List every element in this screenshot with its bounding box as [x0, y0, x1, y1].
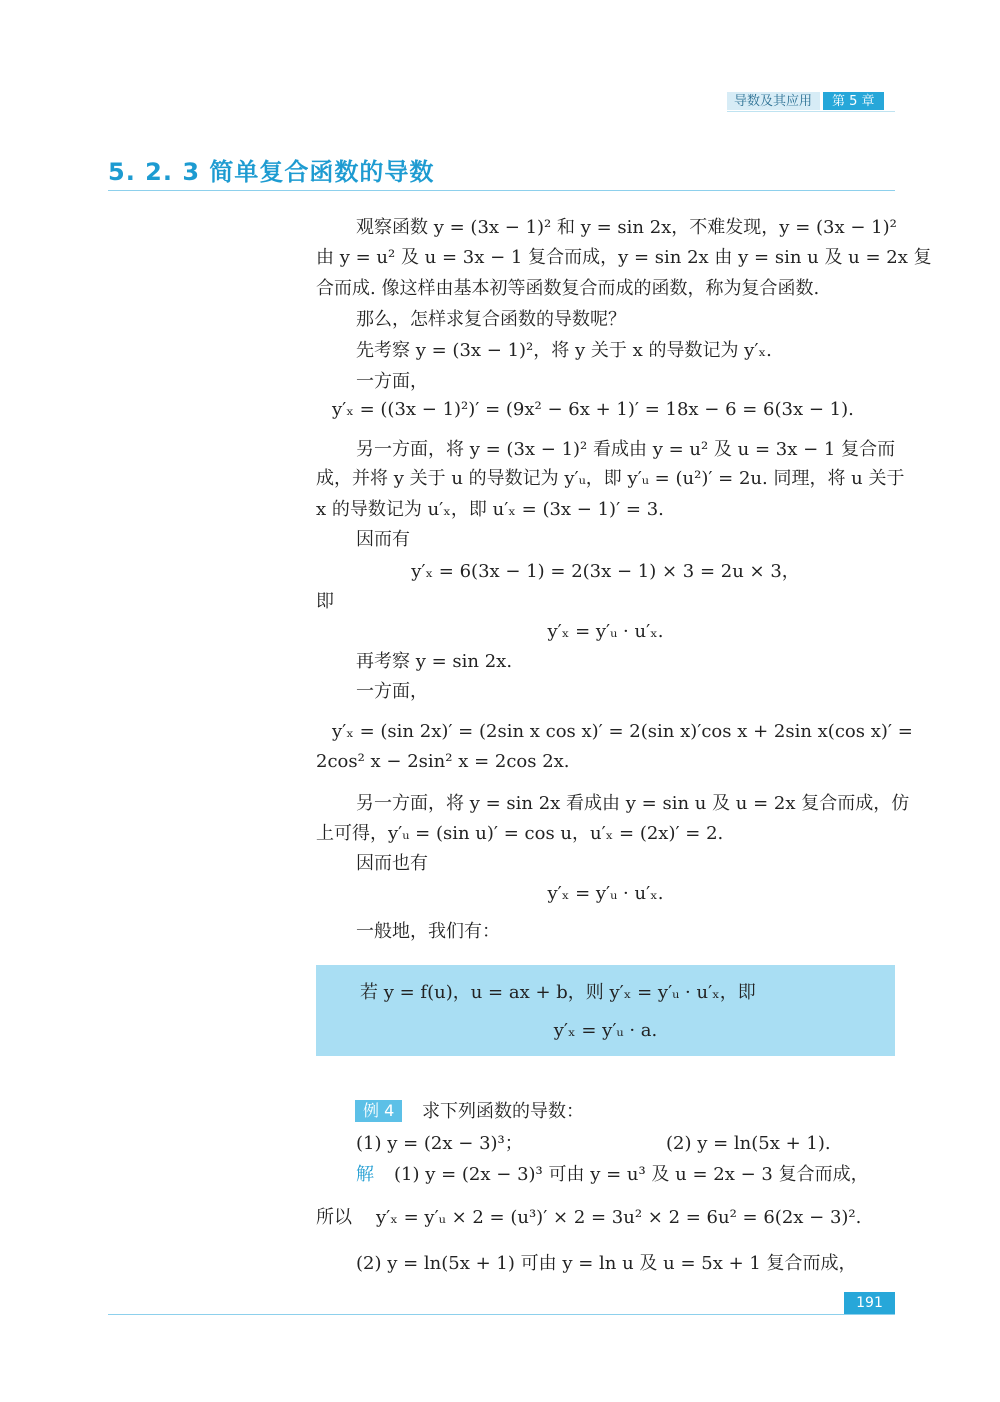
- equation: 2cos² x − 2sin² x = 2cos 2x.: [316, 751, 570, 772]
- paragraph-line: 一方面，: [356, 371, 428, 392]
- paragraph-line: 因而也有: [356, 853, 428, 874]
- paragraph-line: 由 y = u² 及 u = 3x − 1 复合而成，y = sin 2x 由 y = sin u 及 u = 2x 复: [316, 247, 932, 268]
- footer-rule: [108, 1314, 895, 1315]
- equation: y′ₓ = ((3x − 1)²)′ = (9x² − 6x + 1)′ = 18x − 6 = 6(3x − 1).: [332, 399, 854, 420]
- paragraph-line: 成，并将 y 关于 u 的导数记为 y′ᵤ，即 y′ᵤ = (u²)′ = 2u. 同理，将 u 关于: [316, 468, 905, 489]
- paragraph-line: x 的导数记为 u′ₓ，即 u′ₓ = (3x − 1)′ = 3.: [316, 499, 664, 520]
- paragraph-line: 另一方面，将 y = sin 2x 看成由 y = sin u 及 u = 2x 复合而成，仿: [356, 793, 910, 814]
- solution-label: 解: [356, 1164, 374, 1185]
- paragraph-line: 另一方面，将 y = (3x − 1)² 看成由 y = u² 及 u = 3x − 1 复合而: [356, 439, 896, 460]
- header-rule: [727, 111, 895, 112]
- paragraph-line: 上可得，y′ᵤ = (sin u)′ = cos u，u′ₓ = (2x)′ = 2.: [316, 823, 724, 844]
- example-question: (2) y = ln(5x + 1).: [666, 1133, 831, 1154]
- example-badge: 例 4: [355, 1100, 402, 1122]
- paragraph-line: 观察函数 y = (3x − 1)² 和 y = sin 2x，不难发现，y = (3x − 1)²: [356, 217, 897, 238]
- equation: y′ₓ = y′ᵤ · u′ₓ.: [547, 883, 664, 904]
- paragraph-line: 一般地，我们有：: [356, 921, 500, 942]
- rule-formula: y′ₓ = y′ᵤ · a.: [553, 1020, 658, 1041]
- rule-box: [316, 965, 895, 1056]
- section-rule: [108, 190, 895, 191]
- paragraph-line: 即: [316, 591, 334, 612]
- paragraph-line: 再考察 y = sin 2x.: [356, 651, 513, 672]
- example-question: (1) y = (2x − 3)³；: [356, 1133, 523, 1154]
- equation: y′ₓ = (sin 2x)′ = (2sin x cos x)′ = 2(sin x)′cos x + 2sin x(cos x)′ =: [332, 721, 913, 742]
- solution-line: (2) y = ln(5x + 1) 可由 y = ln u 及 u = 5x + 1 复合而成，: [356, 1253, 857, 1274]
- page-number: 191: [844, 1292, 895, 1314]
- equation: y′ₓ = y′ᵤ · u′ₓ.: [547, 621, 664, 642]
- solution-equation: y′ₓ = y′ᵤ × 2 = (u³)′ × 2 = 3u² × 2 = 6u² = 6(2x − 3)².: [376, 1207, 862, 1228]
- paragraph-line: 先考察 y = (3x − 1)²，将 y 关于 x 的导数记为 y′ₓ.: [356, 340, 772, 361]
- example-prompt: 求下列函数的导数：: [422, 1101, 584, 1122]
- equation: y′ₓ = 6(3x − 1) = 2(3x − 1) × 3 = 2u × 3，: [411, 561, 800, 582]
- paragraph-line: 那么，怎样求复合函数的导数呢？: [356, 309, 626, 330]
- solution-label-so: 所以: [316, 1207, 352, 1228]
- running-header: [727, 92, 884, 110]
- paragraph-line: 一方面，: [356, 681, 428, 702]
- header-chapter: 第 5 章: [823, 92, 884, 110]
- paragraph-line: 因而有: [356, 529, 410, 550]
- section-title: 5. 2. 3 简单复合函数的导数: [108, 158, 435, 186]
- paragraph-line: 合而成. 像这样由基本初等函数复合而成的函数，称为复合函数.: [316, 278, 820, 299]
- rule-line: 若 y = f(u)，u = ax + b，则 y′ₓ = y′ᵤ · u′ₓ，即: [360, 982, 756, 1003]
- header-title: 导数及其应用: [727, 92, 820, 110]
- solution-line: (1) y = (2x − 3)³ 可由 y = u³ 及 u = 2x − 3 复合而成，: [394, 1164, 869, 1185]
